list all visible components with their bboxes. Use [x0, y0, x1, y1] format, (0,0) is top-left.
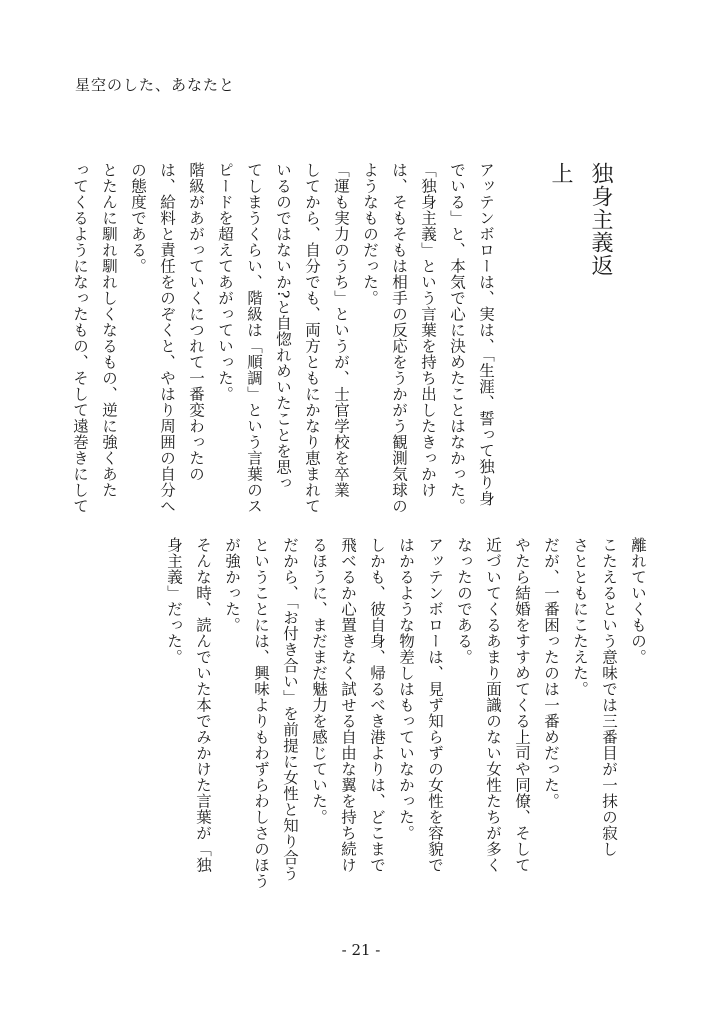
- text-line: の態度である。: [129, 162, 147, 274]
- text-block-top: [71, 162, 500, 514]
- text-line: でいる」と、本気で心に決めたことはなかった。: [448, 162, 466, 514]
- text-line: 「運も実力のうち」というが、士官学校を卒業: [332, 162, 350, 498]
- text-line: 階級があがっていくにつれて一番変わったの: [187, 162, 205, 482]
- text-line: は、そもそもは相手の反応をうかがう観測気球の: [390, 162, 408, 514]
- text-line: だから、「お付き合い」を前提に女性と知り合う: [281, 537, 299, 882]
- text-line: アッテンボローは、見ず知らずの女性を容貌で: [426, 537, 444, 873]
- text-line: やたら結婚をすすめてくる上司や同僚、そして: [513, 537, 531, 873]
- text-line: こたえるという意味では三番目が一抹の寂し: [600, 537, 618, 857]
- chapter-title: 独身主義返上: [548, 162, 613, 277]
- text-line: 離れていくもの。: [629, 537, 647, 665]
- text-line: アッテンボローは、実は、「生涯、誓って独り身: [477, 162, 495, 507]
- text-line: してから、自分でも、両方ともにかなり恵まれて: [303, 162, 321, 514]
- text-line: はかるような物差しはもっていなかった。: [397, 537, 415, 841]
- text-line: ピードを超えてあがっていった。: [216, 162, 234, 402]
- text-line: ようなものだった。: [361, 162, 379, 306]
- text-line: 「独身主義」という言葉を持ち出したきっかけ: [419, 162, 437, 498]
- text-line: 近づいてくるあまり面識のない女性たちが多く: [484, 537, 502, 873]
- text-line: いるのではないか?と自惚れめいたことを思っ: [274, 162, 292, 491]
- text-line: 飛べるか心置きなく試せる自由な翼を持ち続け: [339, 537, 357, 873]
- text-line: なったのである。: [455, 537, 473, 665]
- running-header: 星空のした、あなたと: [75, 76, 236, 94]
- text-line: だが、一番困ったのは一番めだった。: [542, 537, 560, 809]
- text-line: てしまうくらい、階級は「順調」という言葉のス: [245, 162, 263, 514]
- text-line: が強かった。: [223, 537, 241, 633]
- text-line: ってくるようになったもの、そして遠巻きにして: [71, 162, 89, 514]
- page-number: - 21 -: [341, 941, 381, 959]
- text-line: るほうに、まだまだ魅力を感じていた。: [310, 537, 328, 825]
- text-line: ということには、興味よりもわずらわしさのほう: [252, 537, 270, 889]
- text-line: そんな時、読んでいた本でみかけた言葉が「独: [194, 537, 212, 873]
- text-line: とたんに馴れ馴れしくなるもの、逆に強くあた: [100, 162, 118, 498]
- text-line: 身主義」だった。: [165, 537, 183, 665]
- text-block-bottom: [92, 537, 652, 889]
- text-line: しかも、彼自身、帰るべき港よりは、どこまで: [368, 537, 386, 873]
- text-line: は、給料と責任をのぞくと、やはり周囲の自分へ: [158, 162, 176, 514]
- text-line: さとともにこたえた。: [571, 537, 589, 697]
